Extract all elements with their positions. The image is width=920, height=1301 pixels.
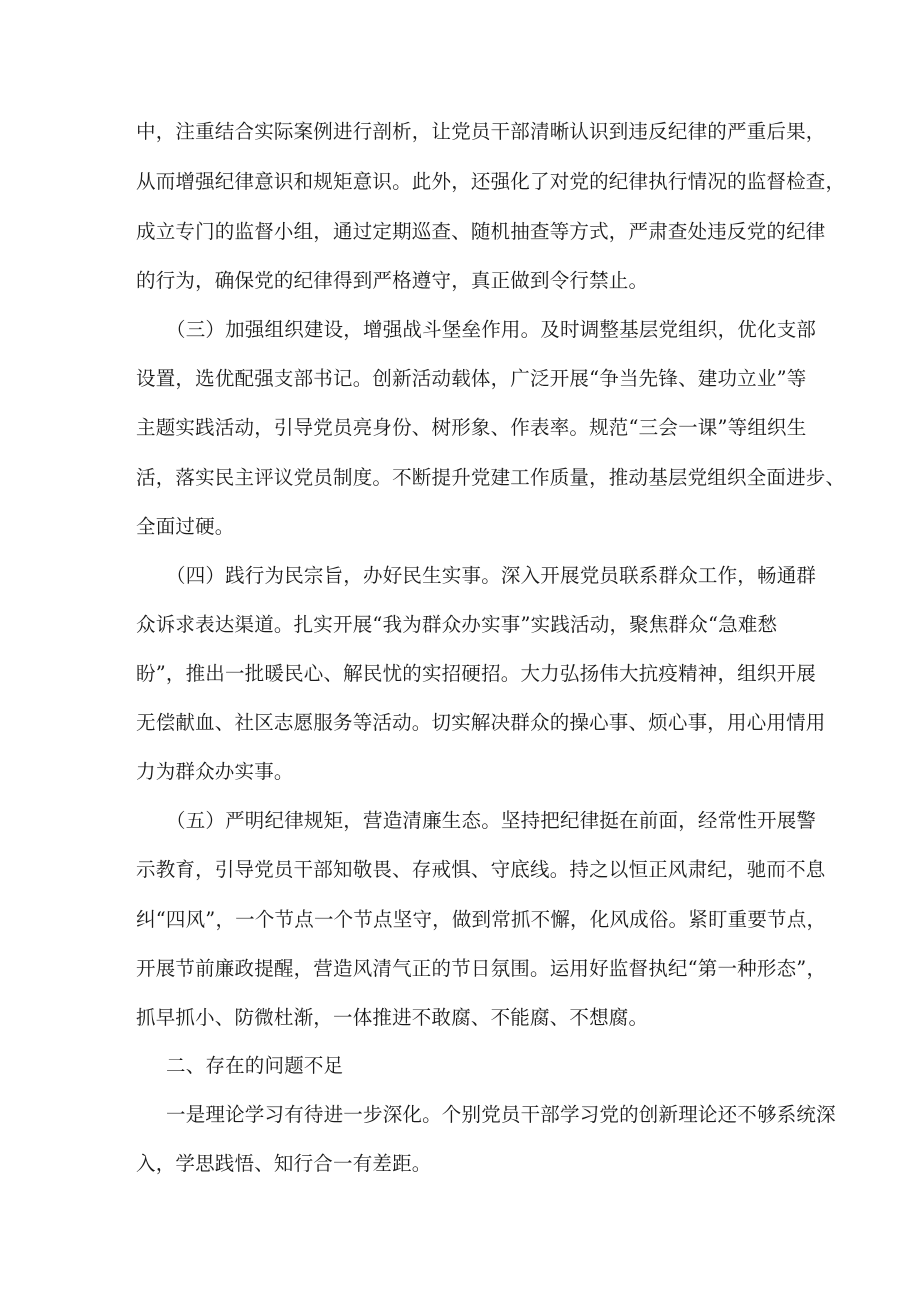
- section-heading-line: （五）严明纪律规矩，营造清廉生态。坚持把纪律挺在前面，经常性开展警: [166, 809, 817, 832]
- paragraph-line: 盼”，推出一批暖民心、解民忧的实招硬招。大力弘扬伟大抗疫精神，组织开展: [136, 662, 816, 685]
- paragraph-line: 一是理论学习有待进一步深化。个别党员干部学习党的创新理论还不够系统深: [166, 1103, 836, 1126]
- paragraph-line: 全面过硬。: [136, 515, 235, 538]
- paragraph-line: 的行为，确保党的纪律得到严格遵守，真正做到令行禁止。: [136, 269, 649, 292]
- paragraph-line: 活，落实民主评议党员制度。不断提升党建工作质量，推动基层党组织全面进步、: [136, 466, 846, 489]
- chapter-heading: 二、存在的问题不足: [166, 1054, 344, 1077]
- section-heading-line: （三）加强组织建设，增强战斗堡垒作用。及时调整基层党组织，优化支部: [166, 318, 817, 341]
- paragraph-line: 设置，选优配强支部书记。创新活动载体，广泛开展“争当先锋、建功立业”等: [136, 367, 807, 390]
- paragraph-line: 纠“四风”，一个节点一个节点坚守，做到常抓不懈，化风成俗。紧盯重要节点，: [136, 908, 827, 931]
- paragraph-line: 从而增强纪律意识和规矩意识。此外，还强化了对党的纪律执行情况的监督检查，: [136, 170, 846, 193]
- paragraph-line: 主题实践活动，引导党员亮身份、树形象、作表率。规范“三会一课”等组织生: [136, 416, 807, 439]
- paragraph-line: 开展节前廉政提醒，营造风清气正的节日氛围。运用好监督执纪“第一种形态”，: [136, 957, 827, 980]
- paragraph-line: 入，学思践悟、知行合一有差距。: [136, 1152, 432, 1175]
- paragraph-line: 中，注重结合实际案例进行剖析，让党员干部清晰认识到违反纪律的严重后果，: [136, 120, 826, 143]
- section-heading-line: （四）践行为民宗旨，办好民生实事。深入开展党员联系群众工作，畅通群: [166, 564, 817, 587]
- paragraph-line: 力为群众办实事。: [136, 760, 294, 783]
- paragraph-line: 示教育，引导党员干部知敬畏、存戒惧、守底线。持之以恒正风肃纪，驰而不息: [136, 858, 826, 881]
- paragraph-line: 成立专门的监督小组，通过定期巡查、随机抽查等方式，严肃查处违反党的纪律: [136, 220, 826, 243]
- paragraph-line: 众诉求表达渠道。扎实开展“我为群众办实事”实践活动，聚焦群众“急难愁: [136, 613, 778, 636]
- paragraph-line: 抓早抓小、防微杜渐，一体推进不敢腐、不能腐、不想腐。: [136, 1006, 649, 1029]
- paragraph-line: 无偿献血、社区志愿服务等活动。切实解决群众的操心事、烦心事，用心用情用: [136, 711, 826, 734]
